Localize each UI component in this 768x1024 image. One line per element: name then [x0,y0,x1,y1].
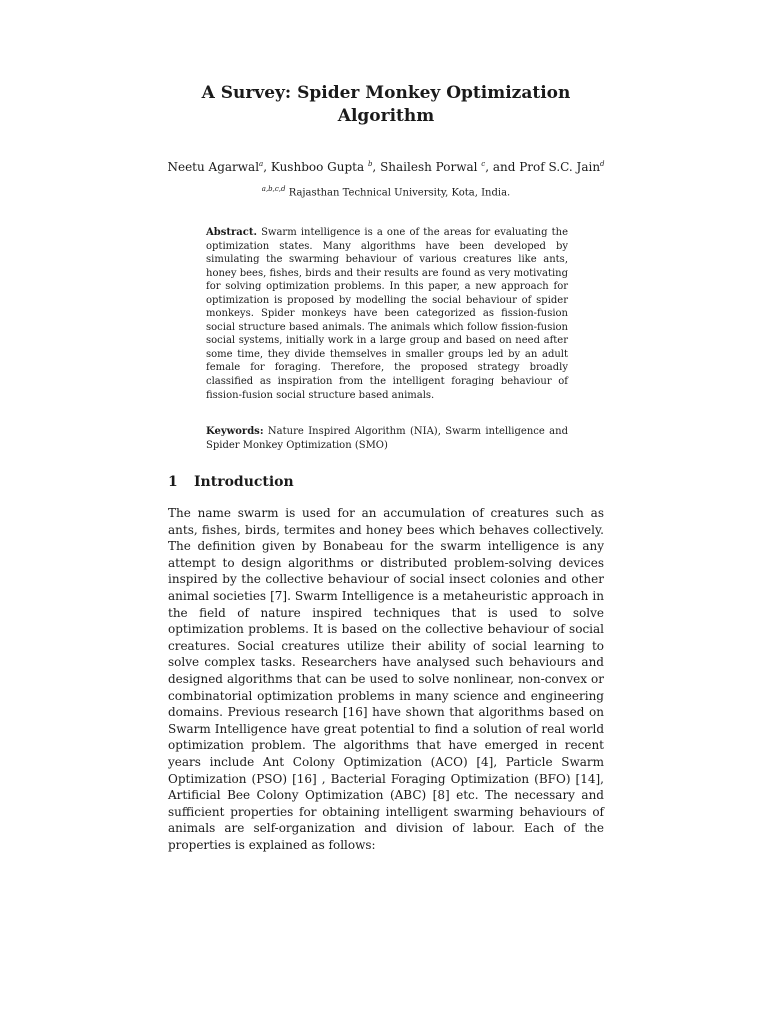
author-2: Kushboo Gupta [270,160,365,174]
abstract [206,226,568,402]
author-sep: , [263,160,271,174]
affiliation [140,182,632,200]
title-line-1: A Survey: Spider Monkey Optimization [201,83,571,103]
keywords [206,425,568,452]
abstract-text: Swarm intelligence is a one of the areas for evaluating the optimization states. Many algorithms have been developed by simulating the swarming behaviour of various creatures like ants, honey bees, fishes, birds and their results are found as very motivating for solving optimization problems. In this paper, a new approach for optimization is proposed by modelling the social behaviour of spider monkeys. Spider monkeys have been categorized as fission-fusion social structure based animals. The animals which follow fission-fusion social systems, initially work in a large group and based on need after some time, they divide themselves in smaller groups led by an adult female for foraging. Therefore, the proposed strategy broadly classified as inspiration from the intelligent foraging behaviour of fission-fusion social structure based animals. [206,227,568,401]
keywords-text: Nature Inspired Algorithm (NIA), Swarm intelligence and Spider Monkey Optimization (SMO) [206,426,568,451]
author-4: Prof S.C. Jain [519,160,601,174]
author-sep: , [372,160,381,174]
author-4-affil: d [600,160,605,168]
author-3-affil: c [481,160,486,168]
section-number: 1 [168,474,178,490]
paper-title [140,82,632,128]
abstract-label: Abstract. [206,227,257,238]
author-1: Neetu Agarwal [167,160,260,174]
introduction-paragraph: The name swarm is used for an accumulation of creatures such as ants, fishes, birds, termites and honey bees which behaves collectively. The definition given by Bonabeau for the swarm intelligence is any attempt to design algorithms or distributed problem-solving devices inspired by the collective behaviour of social insect colonies and other animal societies [7]. Swarm Intelligence is a metaheuristic approach in the field of nature inspired techniques that is used to solve optimization problems. It is based on the collective behaviour of social creatures. Social creatures utilize their ability of social learning to solve complex tasks. Researchers have analysed such behaviours and designed algorithms that can be used to solve nonlinear, non-convex or combinatorial optimization problems in many science and engineering domains. Previous research [16] have shown that algorithms based on Swarm Intelligence have great potential to find a solution of real world optimization problem. The algorithms that have emerged in recent years include Ant Colony Optimization (ACO) [4], Particle Swarm Optimization (PSO) [16] , Bacterial Foraging Optimization (BFO) [14], Artificial Bee Colony Optimization (ABC) [8] etc. The necessary and sufficient properties for obtaining intelligent swarming behaviours of animals are self-organization and division of labour. Each of the properties is explained as follows: [168,506,604,852]
affiliation-marks: a,b,c,d [261,185,286,193]
section-title: Introduction [194,474,294,490]
title-line-2: Algorithm [337,106,435,126]
author-2-affil: b [367,160,373,168]
author-list [120,156,652,175]
author-1-affil: a [259,160,264,168]
keywords-label: Keywords: [206,426,264,437]
author-3: Shailesh Porwal [380,160,478,174]
section-heading [168,473,294,491]
author-sep: , and [485,160,520,174]
affiliation-text: Rajasthan Technical University, Kota, India. [288,187,511,199]
